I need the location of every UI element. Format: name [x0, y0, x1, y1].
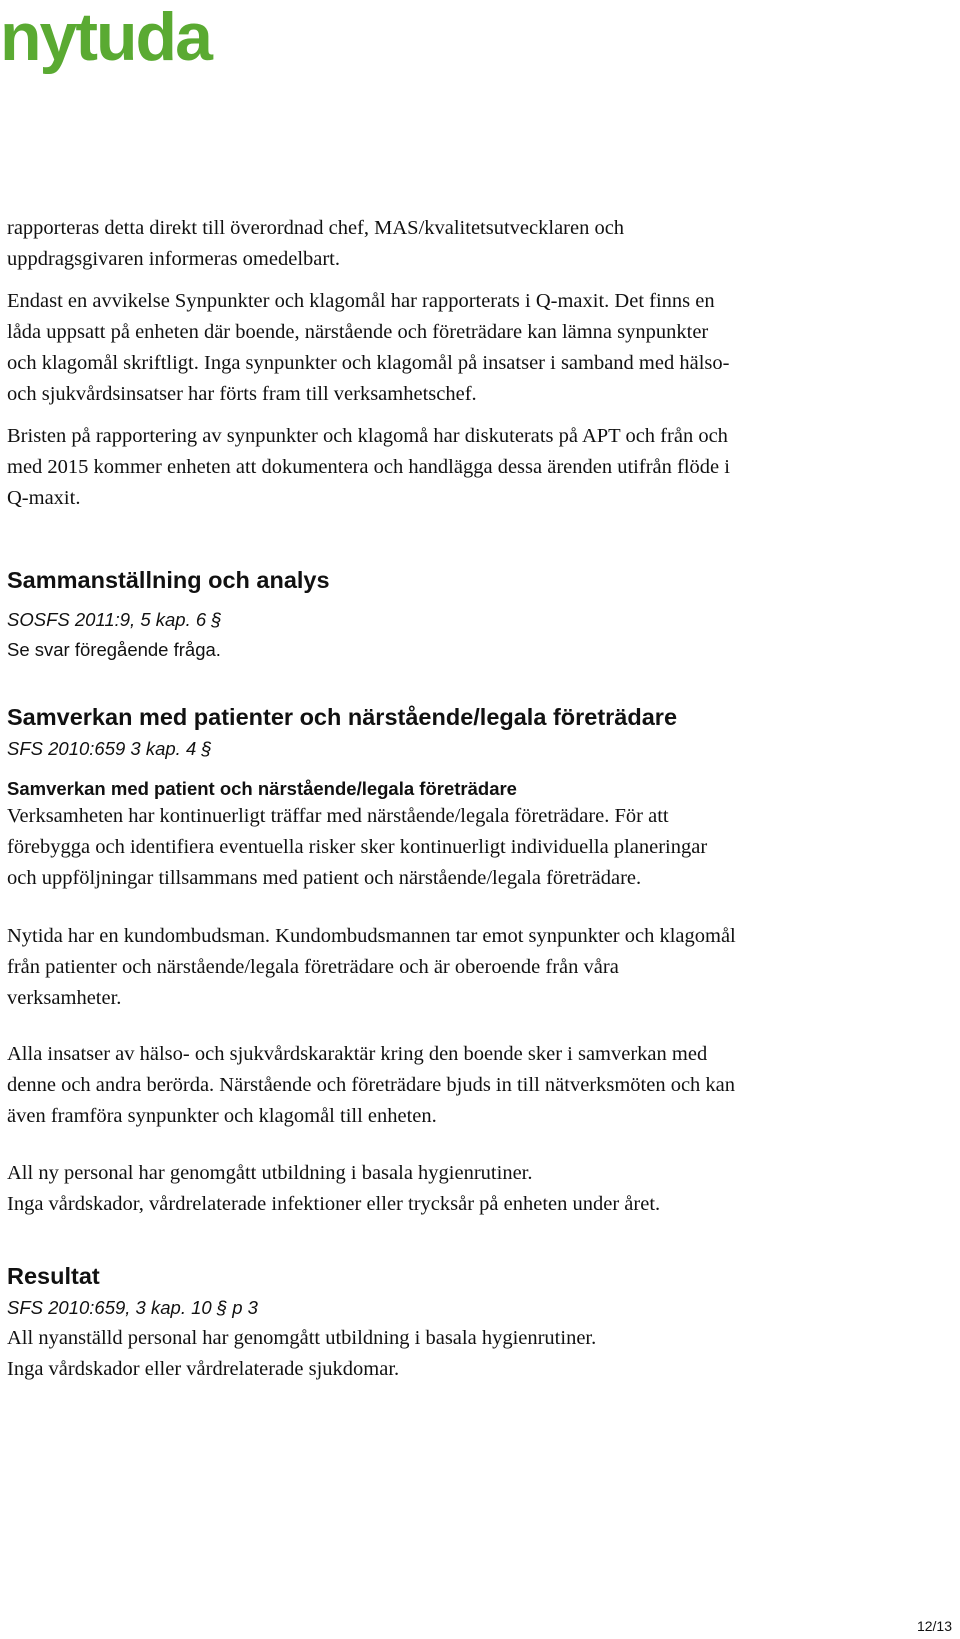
section-text: Se svar föregående fråga. — [7, 639, 221, 660]
paragraph: All nyanställd personal har genomgått utbildning i basala hygienrutiner. Inga vårdskador eller vårdrelaterade sjukdomar. — [7, 1327, 597, 1380]
nytida-logo — [0, 0, 230, 90]
svg-text:nytuda: nytuda — [0, 0, 211, 75]
paragraph: rapporteras detta direkt till överordnad chef, MAS/kvalitetsutvecklaren och uppdragsgivaren informeras omedelbart. — [7, 217, 625, 270]
paragraph: Verksamheten har kontinuerligt träffar med närstående/legala företrädare. För att förebygga och identifiera eventuella risker sker kontinuerligt individuella planeringar och uppföljningar tillsammans med patient och närstående/legala företrädare. — [7, 805, 708, 889]
paragraph: Bristen på rapportering av synpunkter och klagomå har diskuterats på APT och från och med 2015 kommer enheten att dokumentera och handlägga dessa ärenden utifrån flöde i Q-maxit. — [7, 425, 730, 509]
legal-reference: SOSFS 2011:9, 5 kap. 6 § — [7, 609, 222, 630]
legal-reference: SFS 2010:659 3 kap. 4 § — [7, 738, 212, 759]
paragraph: Endast en avvikelse Synpunkter och klagomål har rapporterats i Q-maxit. Det finns en låda uppsatt på enheten där boende, närstående och företrädare kan lämna synpunkter och klagomål skriftligt. Inga synpunkter och klagomål på insatser i samband med hälso- och sjukvårdsinsatser har förts fram till verksamhetschef. — [7, 290, 730, 405]
page-number: 12/13 — [916, 1618, 952, 1634]
subheading: Samverkan med patient och närstående/legala företrädare — [7, 778, 517, 799]
paragraph: Nytida har en kundombudsman. Kundombudsmannen tar emot synpunkter och klagomål från patienter och närstående/legala företrädare och är oberoende från våra verksamheter. — [7, 925, 736, 1009]
legal-reference: SFS 2010:659, 3 kap. 10 § p 3 — [7, 1297, 258, 1318]
paragraph: All ny personal har genomgått utbildning i basala hygienrutiner. Inga vårdskador, vårdrelaterade infektioner eller trycksår på enheten under året. — [7, 1162, 661, 1215]
section-heading-samverkan: Samverkan med patienter och närstående/legala företrädare — [7, 704, 678, 730]
section-heading-analys: Sammanställning och analys — [7, 567, 330, 593]
section-heading-resultat: Resultat — [7, 1263, 100, 1289]
paragraph: Alla insatser av hälso- och sjukvårdskaraktär kring den boende sker i samverkan med denne och andra berörda. Närstående och företrädare bjuds in till nätverksmöten och kan även framföra synpunkter och klagomål till enheten. — [7, 1043, 736, 1127]
